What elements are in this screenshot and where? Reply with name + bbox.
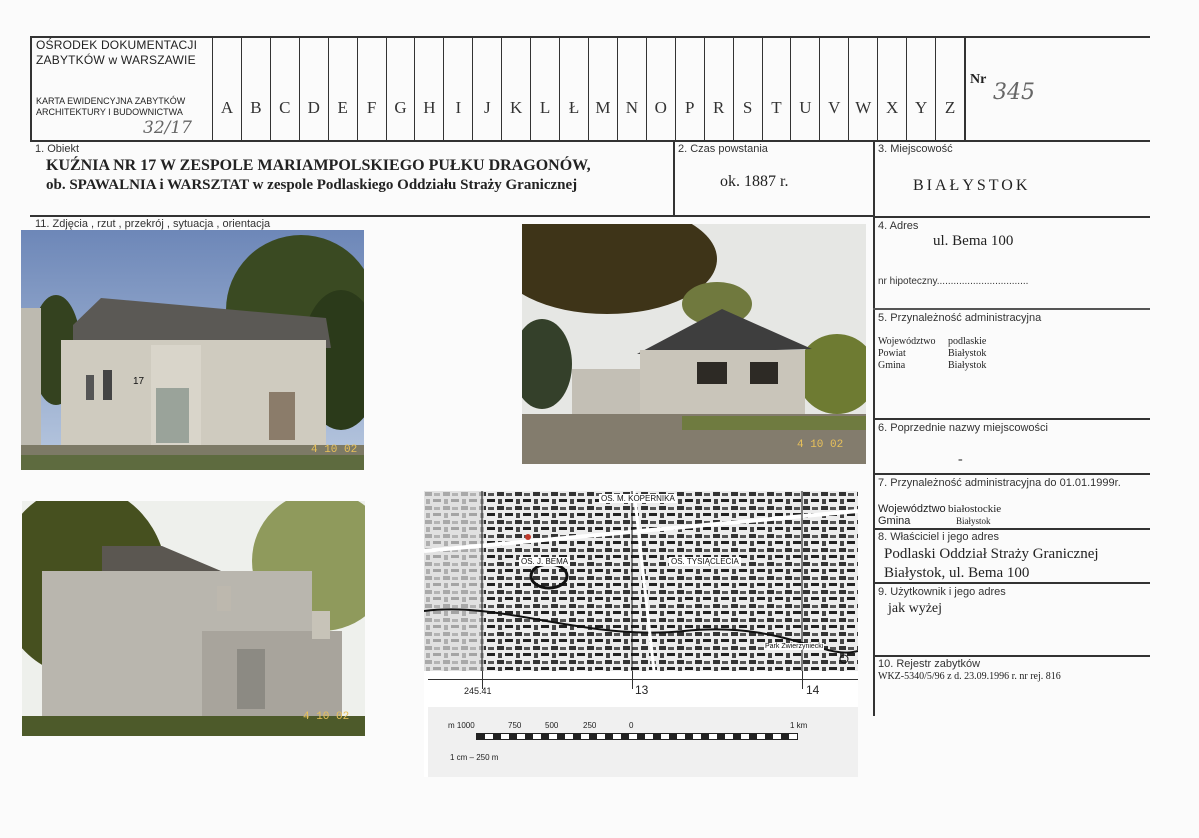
- photo-side-image: [522, 224, 866, 464]
- map-label-bema: OS. J. BEMA: [521, 557, 569, 566]
- scale-tick-label: 0: [629, 721, 634, 730]
- przynaleznosc-row: [878, 360, 986, 372]
- przynaleznosc-1999-label: 7. Przynależność administracyjna do 01.01.1999r.: [878, 477, 1121, 489]
- letter-cell: W: [848, 36, 877, 140]
- map-scale: [428, 707, 858, 777]
- wlasciciel-label: 8. Właściciel i jego adres: [878, 531, 1000, 543]
- letter-cell: N: [617, 36, 646, 140]
- przynaleznosc-table: [878, 336, 986, 372]
- row-key: Województwo: [878, 503, 946, 515]
- przynaleznosc-row: [878, 348, 986, 360]
- row-value: Białystok: [956, 516, 991, 526]
- letter-cell: F: [357, 36, 386, 140]
- ruler-line: [428, 679, 858, 680]
- letter-cell: S: [733, 36, 762, 140]
- letter-cell: B: [241, 36, 270, 140]
- row-key: Powiat: [878, 348, 906, 359]
- row-key: Gmina: [878, 515, 911, 527]
- letter-cell: L: [530, 36, 559, 140]
- scale-tick-label: 250: [583, 721, 597, 730]
- map-grid-ruler: [428, 671, 858, 701]
- card-type: [36, 96, 185, 118]
- scale-tick-label: m 1000: [448, 721, 475, 730]
- uzytkownik-value: jak wyżej: [888, 601, 943, 616]
- przynaleznosc-label: 5. Przynależność administracyjna: [878, 312, 1042, 324]
- handwritten-reference: 32/17: [143, 118, 192, 138]
- miejscowosc-label: 3. Miejscowość: [878, 143, 953, 155]
- section-6-top-rule: [873, 418, 1150, 420]
- date-stamp: 4 10 02: [797, 439, 844, 451]
- ruler-tick: [802, 671, 803, 689]
- location-map: [424, 491, 858, 777]
- letter-cell: M: [588, 36, 617, 140]
- row-value: białostockie: [948, 503, 1002, 515]
- przynaleznosc-1999-row: [878, 515, 1001, 527]
- section-7-top-rule: [873, 473, 1150, 475]
- institution-name: [36, 38, 197, 68]
- map-label-park: Park Zwierzyniecki: [765, 643, 824, 650]
- letter-cell: U: [790, 36, 819, 140]
- czas-label: 2. Czas powstania: [678, 143, 768, 155]
- letter-cell: T: [762, 36, 791, 140]
- adres-value: ul. Bema 100: [933, 233, 1014, 249]
- letter-cell: X: [877, 36, 906, 140]
- letter-index-grid: [212, 36, 964, 140]
- grid-label: 245.41: [464, 686, 492, 696]
- section-9-top-rule: [873, 582, 1150, 584]
- letter-cell: Z: [935, 36, 964, 140]
- letter-cell: P: [675, 36, 704, 140]
- letter-cell: A: [212, 36, 241, 140]
- card-type-line-1: KARTA EWIDENCYJNA ZABYTKÓW: [36, 96, 186, 106]
- letter-cell: Ł: [559, 36, 588, 140]
- photo-front-image: [21, 230, 364, 470]
- scale-tick-label: 1 km: [790, 721, 808, 730]
- row-value: Białystok: [948, 348, 987, 359]
- letter-cell: Y: [906, 36, 935, 140]
- poprzednie-value: -: [958, 452, 963, 467]
- institution-line-2: ZABYTKÓW w WARSZAWIE: [36, 53, 196, 67]
- adres-label: 4. Adres: [878, 220, 919, 232]
- przynaleznosc-row: [878, 336, 986, 348]
- letter-cell: D: [299, 36, 328, 140]
- miejscowosc-value: BIAŁYSTOK: [913, 177, 1031, 194]
- letter-cell: H: [414, 36, 443, 140]
- letter-cell: I: [443, 36, 472, 140]
- nr-hipoteczny: nr hipoteczny.................................: [878, 276, 1029, 287]
- wlasciciel-line-2: Białystok, ul. Bema 100: [884, 565, 1030, 581]
- scale-bar: [476, 733, 798, 740]
- ruler-tick: [632, 671, 633, 689]
- letter-cell: G: [386, 36, 415, 140]
- letter-cell: J: [472, 36, 501, 140]
- card-type-line-2: ARCHITEKTURY I BUDOWNICTWA: [36, 107, 183, 117]
- letter-cell: O: [646, 36, 675, 140]
- photo-front-view: [21, 230, 364, 470]
- row-key: Województwo: [878, 336, 936, 347]
- obiekt-czas-rule: [673, 140, 675, 216]
- scale-tick-label: 750: [508, 721, 522, 730]
- header-bottom-rule: [30, 140, 1150, 142]
- nr-label: Nr: [970, 72, 987, 87]
- section-4-top-rule: [873, 216, 1150, 218]
- photo-rear-image: [22, 501, 365, 736]
- scale-tick-label: 500: [545, 721, 559, 730]
- scale-note: 1 cm – 250 m: [450, 753, 499, 762]
- grid-label: 13: [635, 683, 649, 697]
- grid-label: 14: [806, 683, 820, 697]
- date-stamp: 4 10 02: [311, 444, 358, 456]
- row-value: Białystok: [948, 360, 987, 371]
- photo-rear-view: [22, 501, 365, 736]
- rejestr-label: 10. Rejestr zabytków: [878, 658, 981, 670]
- letter-cell: E: [328, 36, 357, 140]
- map-label-kopernika: OS. M. KOPERNIKA: [601, 494, 675, 503]
- letter-cell: V: [819, 36, 848, 140]
- section-5-top-rule: [873, 308, 1150, 310]
- zdjecia-label: 11. Zdjęcia , rzut , przekrój , sytuacja , orientacja: [35, 218, 271, 230]
- header-left-rule: [30, 36, 32, 142]
- obiekt-line-1: KUŹNIA NR 17 W ZESPOLE MARIAMPOLSKIEGO PUŁKU DRAGONÓW,: [46, 157, 591, 174]
- nr-value: 345: [993, 80, 1035, 105]
- institution-line-1: OŚRODEK DOKUMENTACJI: [36, 38, 198, 52]
- poprzednie-label: 6. Poprzednie nazwy miejscowości: [878, 422, 1048, 434]
- right-column-rule: [873, 140, 875, 716]
- building-number: 17: [133, 376, 145, 387]
- letter-cell: C: [270, 36, 299, 140]
- wlasciciel-value: [884, 545, 1099, 583]
- rejestr-value: WKZ-5340/5/96 z d. 23.09.1996 r. nr rej. 816: [878, 671, 1061, 682]
- uzytkownik-label: 9. Użytkownik i jego adres: [878, 586, 1006, 598]
- letters-right-rule: [964, 36, 966, 142]
- section-8-top-rule: [873, 528, 1150, 530]
- date-stamp: 4 10 02: [303, 711, 350, 723]
- obiekt-label: 1. Obiekt: [35, 143, 80, 155]
- photo-side-view: [522, 224, 866, 464]
- wlasciciel-line-1: Podlaski Oddział Straży Granicznej: [884, 546, 1099, 562]
- letter-cell: K: [501, 36, 530, 140]
- obiekt-bottom-rule: [30, 215, 873, 217]
- row-key: Gmina: [878, 360, 906, 371]
- przynaleznosc-1999-row: [878, 503, 1001, 515]
- czas-value: ok. 1887 r.: [720, 173, 789, 190]
- letter-cell: R: [704, 36, 733, 140]
- map-label-tysiaclecia: OS. TYSIĄCLECIA: [671, 557, 739, 566]
- section-10-top-rule: [873, 655, 1150, 657]
- row-value: podlaskie: [948, 336, 987, 347]
- obiekt-line-2: ob. SPAWALNIA i WARSZTAT w zespole Podlaskiego Oddziału Straży Granicznej: [46, 177, 578, 193]
- przynaleznosc-1999-table: [878, 503, 1001, 527]
